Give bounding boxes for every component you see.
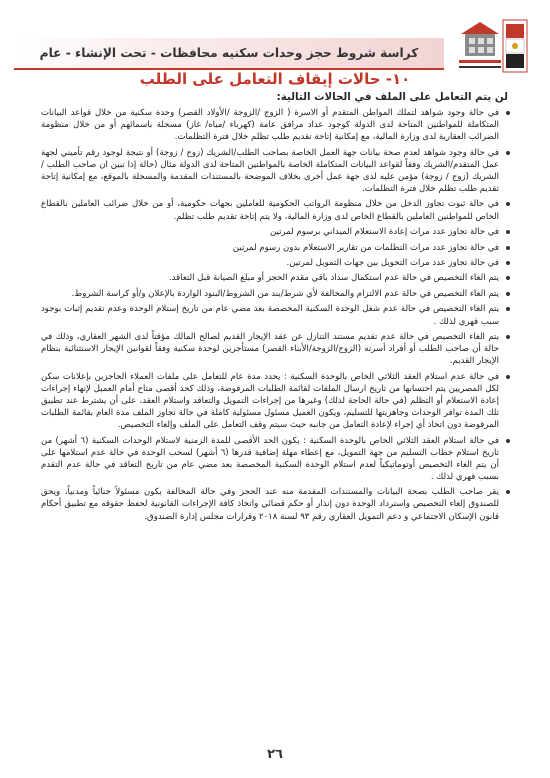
list-item-text: في حالة عدم استلام العقد الثلاثي الخاص بالوحدة السكنية : يحدد مدة عام للتعامل على ملفات العملاء الحاجزين بإعلانات سكن لكل المصريين يتم احتسابها من تاريخ ارسال الملفات لقائمة الطلبات المرفوضة، وذلك كحد أقصى متاح أمام العميل لإنهاء إجراءات إعادة الاستعلام أو التظلم (في حالة الحاجة لذلك) وغيرها من إجراءات التمويل والتعاقد واستلام العقد، على أن يشترط عند تطبيق تلك المدة توافر الوحدات وجاهزيتها للتسليم، ويكون العميل مسئول مسئولية كاملة في حالة تجاوز الملف مدة العام بقائمة الطلبات المرفوضة دون اتخاذ أي إجراء لإعادة التعامل من جانبه حيث سيتم وقف التعامل على الملف وإلغاء التخصيص.: [41, 371, 499, 431]
bullet-icon: [506, 335, 510, 339]
list-item-text: في حالة وجود شواهد لتملك المواطن المتقدم أو الاسرة ( الزوج /الزوجة /الأولاد القصر) وحدة سكنية من خلال قواعد البيانات المتكاملة للمواطنين المتاحة لدى الدولة كوجود عداد مرافق عامة (كهرباء /مياه/ غاز) مسجلة باسمائهم أو من خلال منظومة الضرائب العقارية لدى وزارة المالية، مع إمكانية إتاحة تقديم طلب تظلم خلال فترة التظلمات.: [41, 108, 499, 143]
list-item-text: يقر صاحب الطلب بصحة البيانات والمستندات المقدمة منه عند الحجز وفي حالة المخالفة يكون مسئولاً جنائياً ومدنياً، ويحق للصندوق إلغاء التخصيص واسترداد الوحدة دون إنذار أو حكم قضائي واتخاذ كافة الإجراءات القانونية لحفظ حقوقه مع تطبيق أحكام قانون الإسكان الاجتماعي و دعم التمويل العقاري رقم ٩٣ لسنة ٢٠١٨ وقرارات مجلس إدارة الصندوق.: [41, 487, 499, 522]
section-intro: لن يتم التعامل على الملف في الحالات التالية:: [276, 91, 508, 103]
list-item-text: في حالة وجود شواهد لعدم صحة بيانات جهة العمل الخاصة بصاحب الطلب/الشريك (زوج / زوجة) أو نتيجة لوجود رقم تأميني لجهة عمل المتقدم/الشريك وفقاً لقواعد البيانات المتكاملة الخاصة بالمواطنين المتاحة لدى الدولة مثال (حالة إذا تبين ان صاحب الطلب / الشريك (زوج / زوجة) مؤمن عليه لدى جهة عمل أخرى بخلاف الموضحة بالمستندات المقدمة والمسجلة بالموقع، مع إمكانية إتاحة تقديم طلب تظلم خلال فترة التظلمات.: [41, 147, 499, 194]
bullet-icon: [506, 230, 510, 234]
list-item-text: يتم الغاء التخصيص في حالة عدم تقديم مستند التنازل عن عقد الإيجار القديم لصالح المالك مؤقتاً لدى الشهر العقاري، وذلك في حالة أن صاحب الطلب أو أفراد أسرته (الزوج/الزوجة/الأبناء القصر) مستأجرين لوحدة سكنية وفقاً لقوانين الإيجار الاستثنائية بنظام الإيجار القديم.: [41, 332, 499, 367]
bullet-icon: [506, 111, 510, 115]
bullet-icon: [506, 307, 510, 311]
list-item: [41, 107, 510, 143]
list-item-text: في حالة تجاوز عدد مرات إعادة الاستعلام الميداني برسوم لمرتين: [269, 227, 499, 238]
bullet-icon: [506, 439, 510, 443]
list-item: [41, 257, 510, 269]
list-item: [41, 331, 510, 367]
list-item: [41, 288, 510, 300]
bullet-icon: [506, 202, 510, 206]
conditions-list: [41, 107, 510, 526]
bullet-icon: [506, 490, 510, 494]
bullet-icon: [506, 261, 510, 265]
list-item: [41, 303, 510, 327]
list-item: [41, 272, 510, 284]
page-number: ٢٦: [267, 747, 283, 762]
list-item-text: في حالة ثبوت تجاوز الدخل من خلال منظومة الرواتب الحكومية للعاملين بجهات حكومية، أو من خلال ضرائب العاملين بالقطاع الخاص للمواطنين العاملين بالقطاع الخاص لدى وزارة المالية، ولا يتم إتاحة تقديم طلب تظلم.: [41, 199, 499, 222]
list-item: [41, 371, 510, 431]
list-item-text: يتم الغاء التخصيص في حالة عدم استكمال سداد باقي مقدم الحجز أو مبلغ الصيانة قبل التعاقد.: [168, 273, 499, 284]
list-item-text: يتم الغاء التخصيص في حالة عدم شغل الوحدة السكنية المخصصة بعد مضي عام من تاريخ إستلام الوحدة وعدم تقديم إثبات بوجود سبب قهري لذلك .: [41, 304, 499, 327]
bullet-icon: [506, 276, 510, 280]
bullet-icon: [506, 375, 510, 379]
document-title: كراسة شروط حجز وحدات سكنيه محافظات - تحت الإنشاء - عام: [39, 46, 419, 60]
list-item-text: يتم الغاء التخصيص في حالة عدم الالتزام والمخالفة لأي شرط/بند من الشروط/البنود الواردة بالإعلان و/أو كراسة الشروط.: [71, 288, 499, 299]
list-item: [41, 435, 510, 483]
bullet-icon: [506, 292, 510, 296]
bullet-icon: [506, 246, 510, 250]
list-item: [41, 147, 510, 195]
bullet-icon: [506, 151, 510, 155]
header-band: [14, 38, 444, 70]
list-item-text: في حالة استلام العقد الثلاثي الخاص بالوحدة السكنية : يكون الحد الأقصى للمدة الزمنية لاستلام الوحدات السكنية (٦ أشهر) من تاريخ استلام خطاب التسليم من جهة التمويل، مع إعطاء مهلة إضافية قدرها (٦ أشهر) لسحب الوحدة في حالة عدم استلامها على أن يتم الغاء التخصيص أوتوماتيكياً لعدم استلام الوحدة السكنية المخصصة بعد مضي عام من تاريخ التعاقد في حالة عدم التقدم بسبب قهري لذلك .: [41, 435, 500, 482]
list-item-text: في حالة تجاوز عدد مرات التظلمات من تقارير الاستعلام بدون رسوم لمرتين: [232, 242, 499, 253]
section-title: ١٠- حالات إيقاف التعامل على الطلب: [139, 70, 411, 88]
list-item: [41, 198, 510, 222]
list-item-text: في حالة تجاوز عدد مرات التحويل بين جهات التمويل لمرتين.: [286, 257, 499, 268]
list-item: [41, 242, 510, 254]
list-item: [41, 486, 510, 522]
list-item: [41, 226, 510, 238]
